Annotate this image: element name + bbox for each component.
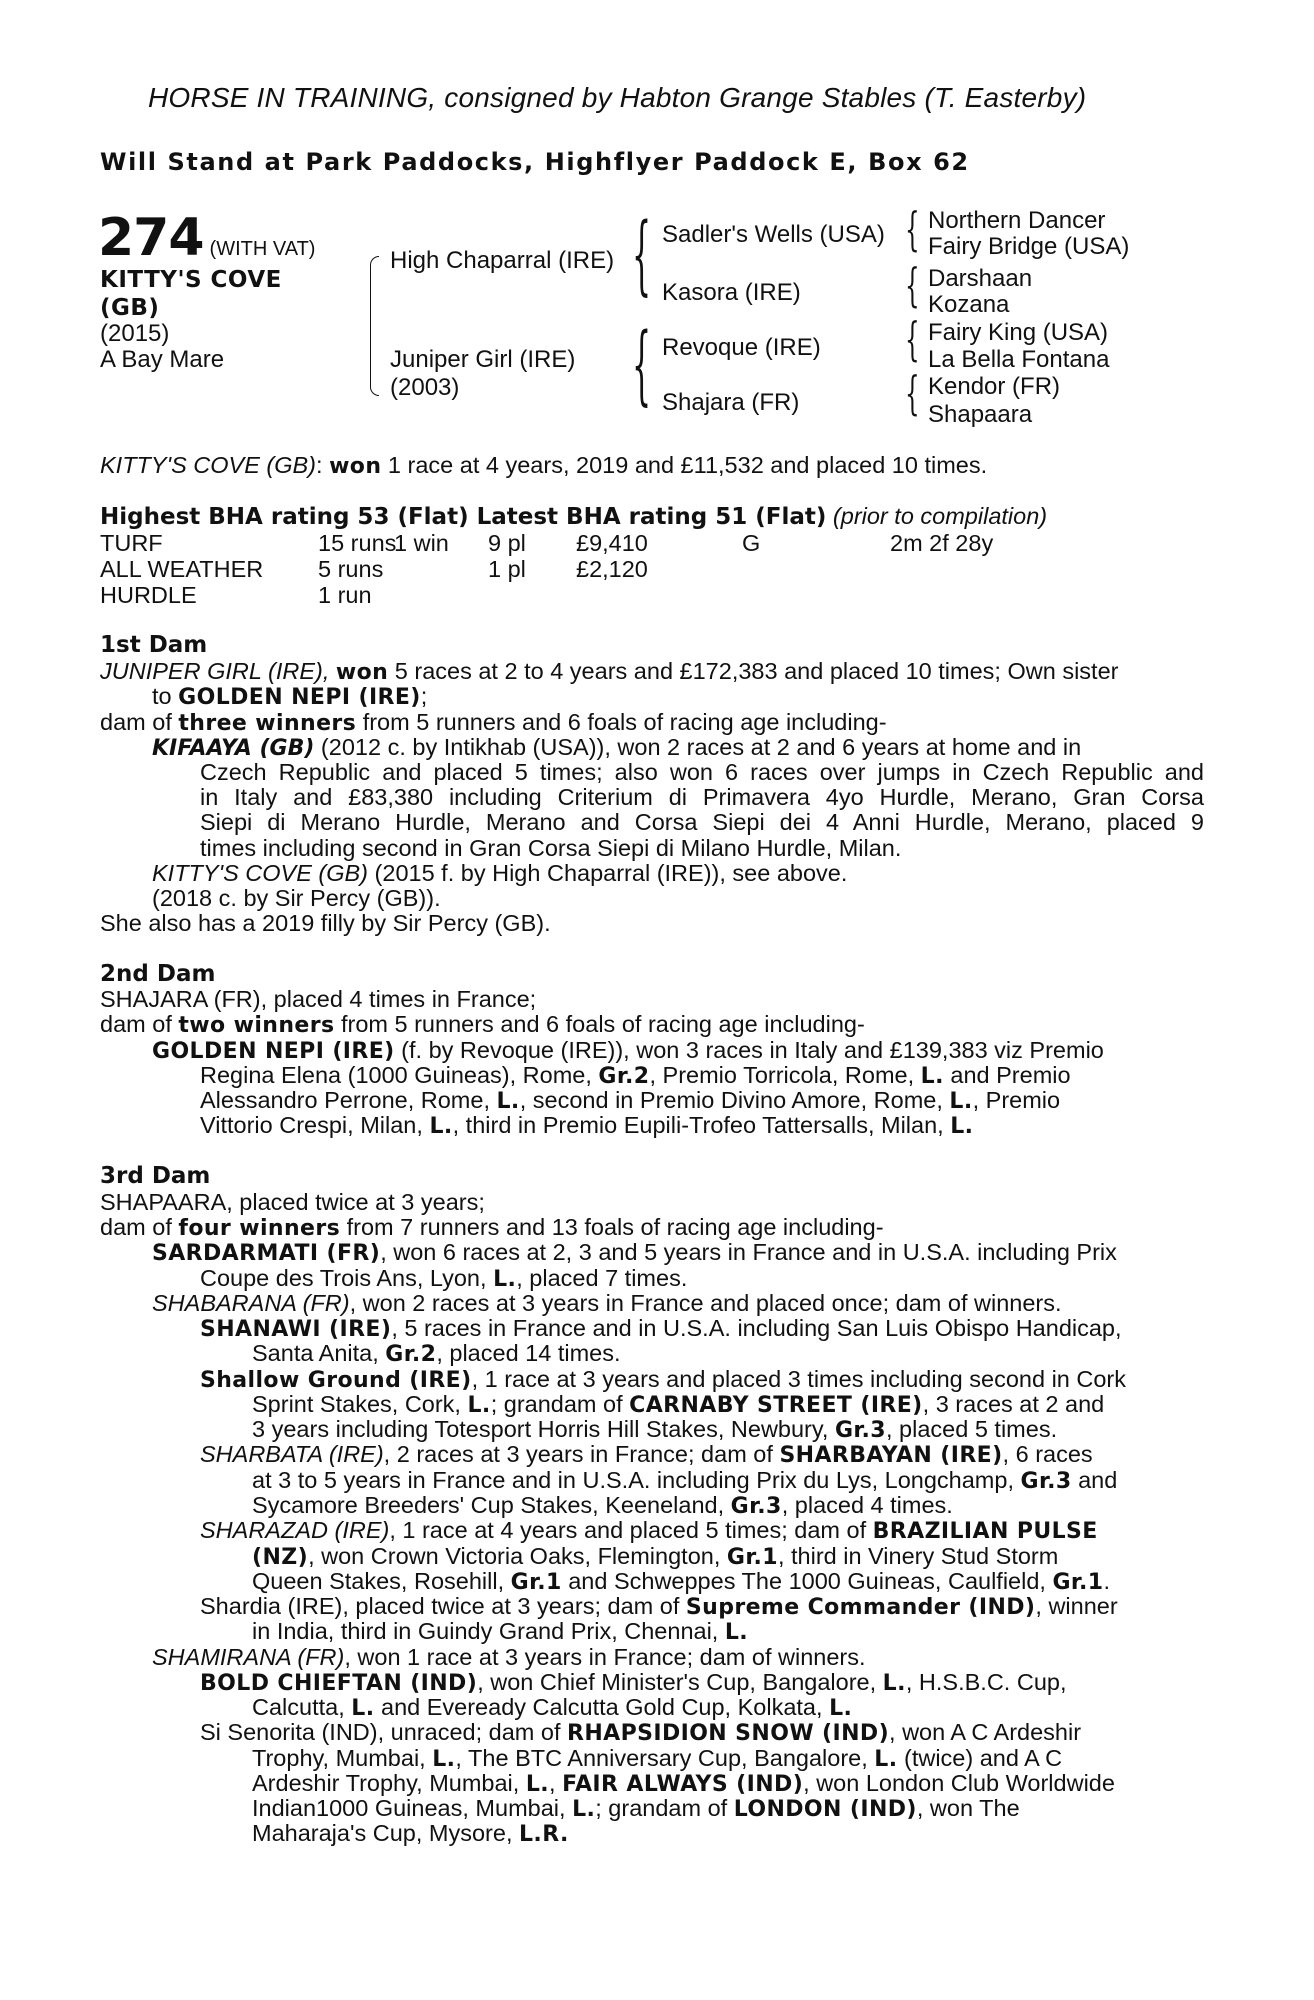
horse-name [100,266,320,322]
text-run: , 2 races at 3 years in France; dam of [383,1441,780,1467]
progeny-line [200,1594,1118,1621]
third-dam-line: SHAPAARA, placed twice at 3 years; [100,1189,485,1215]
progeny-name: FAIR ALWAYS (IND) [562,1772,804,1797]
text-run: dam of [100,1214,179,1240]
progeny-name: SHABARANA (FR) [152,1290,350,1316]
grade: Gr.3 [834,1418,886,1443]
pedigree-gg-7: Kendor (FR) [928,373,1061,400]
race-summary: KITTY'S COVE (GB): won 1 race at 4 years, 2019 and £11,532 and placed 10 times. [100,452,988,479]
grade: Gr.3 [1020,1469,1072,1494]
text-run: Sprint Stakes, Cork, [252,1391,468,1417]
text-run: ; grandam of [595,1795,734,1821]
pedigree-gg-3: Darshaan [928,265,1033,292]
progeny-name: SHANAWI (IRE) [200,1317,392,1342]
aw-placed: 1 pl [488,556,526,582]
progeny-line [252,1544,1058,1571]
grade: Gr.3 [730,1494,782,1519]
progeny-name: SHAMIRANA (FR) [152,1644,345,1670]
progeny-line [200,810,1204,836]
text-run: and Premio [943,1062,1071,1088]
grade: L. [920,1064,944,1089]
text-run: Calcutta, [252,1694,352,1720]
turf-going: G [742,530,761,556]
turf-runs: 15 runs [318,530,397,556]
progeny-line [200,785,1204,811]
vat-label: (WITH VAT) [209,238,316,260]
gg-brace-3: { [905,312,920,366]
text-run: Regina Elena (1000 Guineas), Rome, [200,1062,599,1088]
progeny-line [200,1063,1071,1090]
text-run: , 1 race at 3 years and placed 3 times including second in Cork [471,1366,1127,1392]
progeny-line [200,1670,1067,1697]
progeny-line [152,735,1081,762]
text-run: Trophy, Mumbai, [252,1745,433,1771]
gg-brace-1: { [905,202,920,256]
text-run: dam of [100,1011,179,1037]
gg-brace-2: { [905,258,920,312]
progeny-name: BOLD CHIEFTAN (IND) [200,1671,478,1696]
progeny-line [252,1392,1104,1419]
text-run: Shardia (IRE), placed twice at 3 years; dam of [200,1593,686,1619]
progeny-line [252,1771,1115,1798]
text-run: , placed 4 times. [781,1492,953,1518]
text-run: , The BTC Anniversary Cup, Bangalore, [455,1745,875,1771]
text-run: , Premio Torricola, Rome, [649,1062,921,1088]
pedigree-gg-1: Northern Dancer [928,207,1106,234]
text-run: Indian1000 Guineas, Mumbai, [252,1795,573,1821]
progeny-line [252,1821,569,1848]
text-run: , placed 14 times. [436,1340,621,1366]
progeny-line [252,1468,1117,1495]
text-run: and [1071,1467,1118,1493]
progeny-line [152,1291,1062,1317]
text-run: times including second in Gran Corsa Siepi di Milano Hurdle, Milan. [200,835,902,861]
text-run: Maharaja's Cup, Mysore, [252,1820,520,1846]
pedigree-dam-year: (2003) [390,374,460,401]
surface-turf: TURF [100,530,163,556]
text-run: Alessandro Perrone, Rome, [200,1087,497,1113]
text-run: , winner [1035,1593,1118,1619]
text-run: Sycamore Breeders' Cup Stakes, Keeneland, [252,1492,731,1518]
grade: L. [572,1797,596,1822]
progeny-line [252,1569,1110,1596]
text-run: ; grandam of [490,1391,630,1417]
lot-number-block [98,208,315,268]
turf-distance: 2m 2f 28y [890,530,994,556]
hurdle-runs: 1 run [318,582,372,608]
sire-line-brace: { [632,205,652,305]
pedigree-gg-2: Fairy Bridge (USA) [928,233,1130,260]
text-run: Vittorio Crespi, Milan, [200,1112,430,1138]
grade: Gr.1 [510,1570,562,1595]
text-run: , 3 races at 2 and [922,1391,1105,1417]
text-run: Si Senorita (IND), unraced; dam of [200,1719,568,1745]
text-run: from 5 runners and 6 foals of racing age including- [356,709,887,735]
text-run: to [152,683,179,709]
dam-line-brace: { [632,315,652,415]
text-run: , won 1 race at 3 years in France; dam of winners. [344,1644,866,1670]
text-run: , H.S.B.C. Cup, [905,1669,1067,1695]
text-run: dam of [100,709,179,735]
progeny-name: Supreme Commander (IND) [685,1595,1036,1620]
grade: L. [429,1114,453,1139]
text-run: , third in Vinery Stud Storm [777,1543,1059,1569]
progeny-name: RHAPSIDION SNOW (IND) [567,1721,890,1746]
pedigree-sire-dam: Kasora (IRE) [662,279,801,306]
text-run: in India, third in Guindy Grand Prix, Chennai, [252,1618,725,1644]
winners-count: three winners [178,711,357,736]
first-dam-heading: 1st Dam [100,632,208,658]
progeny-line [200,1518,1098,1545]
horse-name-country: (GB) [100,295,160,321]
text-run: , won Chief Minister's Cup, Bangalore, [477,1669,883,1695]
progeny-name: SHARBATA (IRE) [200,1441,384,1467]
also-has-line: She also has a 2019 filly by Sir Percy (GB). [100,910,551,936]
text-run: , won A C Ardeshir [889,1719,1082,1745]
progeny-line [252,1695,852,1722]
text-run: , third in Premio Eupili-Trofeo Tattersalls, Milan, [452,1112,951,1138]
text-run: , won 2 races at 3 years in France and placed once; dam of winners. [349,1290,1062,1316]
pedigree-gg-4: Kozana [928,291,1010,318]
progeny-name: SHARAZAD (IRE) [200,1517,390,1543]
summary-won: won [329,454,382,479]
winners-count: two winners [178,1013,335,1038]
grade: L. [496,1089,520,1114]
text-run: from 7 runners and 13 foals of racing age including- [340,1214,884,1240]
progeny-line [200,1720,1081,1747]
progeny-name: KITTY'S COVE (GB) [152,860,369,886]
grade: L. [882,1671,906,1696]
grade: Gr.1 [1052,1570,1104,1595]
progeny-line [200,1113,973,1140]
first-dam-name: JUNIPER GIRL (IRE), [100,658,330,684]
progeny-line [200,1316,1122,1343]
grade: Gr.2 [598,1064,650,1089]
progeny-line [152,1038,1104,1065]
text-run: , 5 races in France and in U.S.A. including San Luis Obispo Handicap, [391,1315,1122,1341]
gg-brace-4: { [905,366,920,420]
progeny-name: CARNABY STREET (IRE) [629,1393,923,1418]
grade: L. [467,1393,491,1418]
text-run: (2012 c. by Intikhab (USA)), won 2 races at 2 and 6 years at home and in [314,734,1082,760]
grade: Gr.1 [726,1545,778,1570]
progeny-line [252,1417,1057,1444]
ratings-note: (prior to compilation) [832,503,1048,529]
first-dam-line [100,710,887,737]
pedigree-dam-dam: Shajara (FR) [662,389,800,416]
stand-location: Will Stand at Park Paddocks, Highflyer Paddock E, Box 62 [100,148,970,176]
text-run: , placed 5 times. [886,1416,1058,1442]
grade: L. [874,1747,898,1772]
first-dam-record: 5 races at 2 to 4 years and £172,383 and placed 10 times; Own sister [388,658,1119,684]
grade: L. [351,1696,375,1721]
grade: L. [525,1772,550,1797]
progeny-line [252,1796,1020,1823]
progeny-line [200,760,1204,786]
text-run: ; [420,683,428,709]
grade: L. [949,1089,973,1114]
grade: Gr.2 [385,1342,437,1367]
first-dam-line [100,659,1118,686]
progeny-line [152,1240,1117,1267]
progeny-line [252,1746,1062,1773]
horse-year: (2015) [100,320,170,347]
sister-name: GOLDEN NEPI (IRE) [178,685,421,710]
text-run: Ardeshir Trophy, Mumbai, [252,1770,526,1796]
summary-record: 1 race at 4 years, 2019 and £11,532 and placed 10 times. [381,452,988,478]
text-run: (2015 f. by High Chaparral (IRE)), see above. [368,860,848,886]
text-run: and Schweppes The 1000 Guineas, Caulfield, [561,1568,1053,1594]
progeny-name: GOLDEN NEPI (IRE) [152,1039,395,1064]
pedigree-gg-6: La Bella Fontana [928,346,1110,373]
text-run: (twice) and A C [897,1745,1063,1771]
progeny-name: (NZ) [252,1545,309,1570]
pedigree-gg-5: Fairy King (USA) [928,319,1109,346]
won-label: won [335,660,389,685]
surface-all-weather: ALL WEATHER [100,556,264,582]
pedigree-sire-sire: Sadler's Wells (USA) [662,221,885,248]
text-run: , won 6 races at 2, 3 and 5 years in France and in U.S.A. including Prix [380,1239,1117,1265]
text-run: Coupe des Trois Ans, Lyon, [200,1265,494,1291]
aw-prize: £2,120 [576,556,648,582]
progeny-name: BRAZILIAN PULSE [872,1519,1098,1544]
winners-count: four winners [178,1216,341,1241]
text-run: , second in Premio Divino Amore, Rome, [519,1087,950,1113]
progeny-name: KIFAAYA (GB) [152,736,315,761]
progeny-line [252,1493,953,1520]
text-run: , won London Club Worldwide [803,1770,1115,1796]
first-dam-line [152,684,427,711]
pedigree-dam-sire: Revoque (IRE) [662,334,821,361]
grade: L. [829,1696,853,1721]
surface-hurdle: HURDLE [100,582,197,608]
pedigree-dam: Juniper Girl (IRE) [390,346,576,373]
consignor-header: HORSE IN TRAINING, consigned by Habton Grange Stables (T. Easterby) [148,82,1087,113]
pedigree-sire: High Chaparral (IRE) [390,247,615,274]
summary-horse-name: KITTY'S COVE (GB) [100,452,317,478]
third-dam-line [100,1215,884,1242]
progeny-line [152,861,847,887]
turf-prize: £9,410 [576,530,648,556]
progeny-line [200,1367,1126,1394]
progeny-name: Shallow Ground (IRE) [200,1368,472,1393]
progeny-line [200,1442,1093,1469]
progeny-name: LONDON (IND) [733,1797,917,1822]
horse-name-line: KITTY'S COVE [100,267,282,293]
text-run: , [549,1770,563,1796]
grade: L. [724,1620,749,1645]
text-run: , 1 race at 4 years and placed 5 times; dam of [389,1517,873,1543]
progeny-line [200,1088,1060,1115]
text-run: , won The [916,1795,1020,1821]
text-run: Queen Stakes, Rosehill, [252,1568,511,1594]
text-run: , 6 races [1002,1441,1093,1467]
text-run: and Eveready Calcutta Gold Cup, Kolkata, [374,1694,830,1720]
progeny-line [152,1645,866,1671]
second-dam-line [100,1012,865,1039]
lot-number: 274 [98,208,204,268]
aw-runs: 5 runs [318,556,384,582]
turf-placed: 9 pl [488,530,526,556]
text-run: Siepi di Merano Hurdle, Merano and Corsa Siepi dei 4 Anni Hurdle, Merano, placed 9 [200,809,1204,835]
progeny-line: (2018 c. by Sir Percy (GB)). [152,885,441,911]
third-dam-heading: 3rd Dam [100,1163,211,1189]
progeny-line [252,1341,621,1368]
progeny-name: SHARBAYAN (IRE) [779,1443,1003,1468]
text-run: in Italy and £83,380 including Criterium di Primavera 4yo Hurdle, Merano, Gran Corsa [200,784,1204,810]
text-run: Czech Republic and placed 5 times; also won 6 races over jumps in Czech Republic and [200,759,1204,785]
ratings-heading: Highest BHA rating 53 (Flat) Latest BHA rating 51 (Flat) [100,504,827,530]
bha-ratings [100,504,1047,531]
text-run: Santa Anita, [252,1340,386,1366]
text-run: , won Crown Victoria Oaks, Flemington, [308,1543,727,1569]
grade: L. [493,1267,517,1292]
grade: L.R. [519,1822,569,1847]
horse-description: A Bay Mare [100,346,225,373]
grade: L. [432,1747,456,1772]
second-dam-heading: 2nd Dam [100,961,216,987]
progeny-line [200,836,901,862]
turf-wins: 1 win [394,530,449,556]
pedigree-gg-8: Shapaara [928,401,1033,428]
text-run: , placed 7 times. [516,1265,688,1291]
progeny-line [252,1619,748,1646]
text-run: from 5 runners and 6 foals of racing age including- [334,1011,865,1037]
text-run: at 3 to 5 years in France and in U.S.A. including Prix du Lys, Longchamp, [252,1467,1021,1493]
second-dam-line: SHAJARA (FR), placed 4 times in France; [100,986,537,1012]
sire-dam-brace [370,256,379,396]
grade: L. [950,1114,974,1139]
text-run: , Premio [972,1087,1061,1113]
text-run: . [1103,1568,1111,1594]
text-run: (f. by Revoque (IRE)), won 3 races in Italy and £139,383 viz Premio [394,1037,1104,1063]
progeny-name: SARDARMATI (FR) [152,1241,381,1266]
text-run: 3 years including Totesport Horris Hill Stakes, Newbury, [252,1416,835,1442]
progeny-line [200,1266,687,1293]
